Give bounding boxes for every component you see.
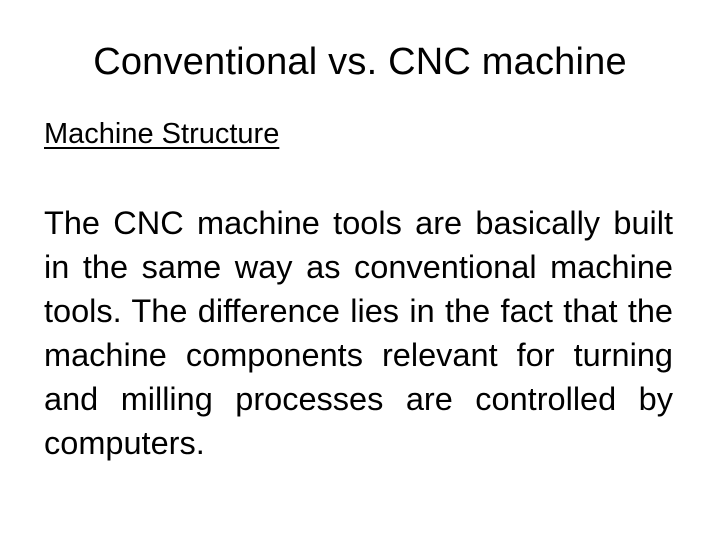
slide-title: Conventional vs. CNC machine [93, 41, 627, 83]
body-paragraph: The CNC machine tools are basically built in the same way as conventional machine tools. The difference lies in the fact that the machine components relevant for turning and milling processes are controlled by computers. [44, 205, 673, 461]
section-heading: Machine Structure [44, 118, 280, 150]
